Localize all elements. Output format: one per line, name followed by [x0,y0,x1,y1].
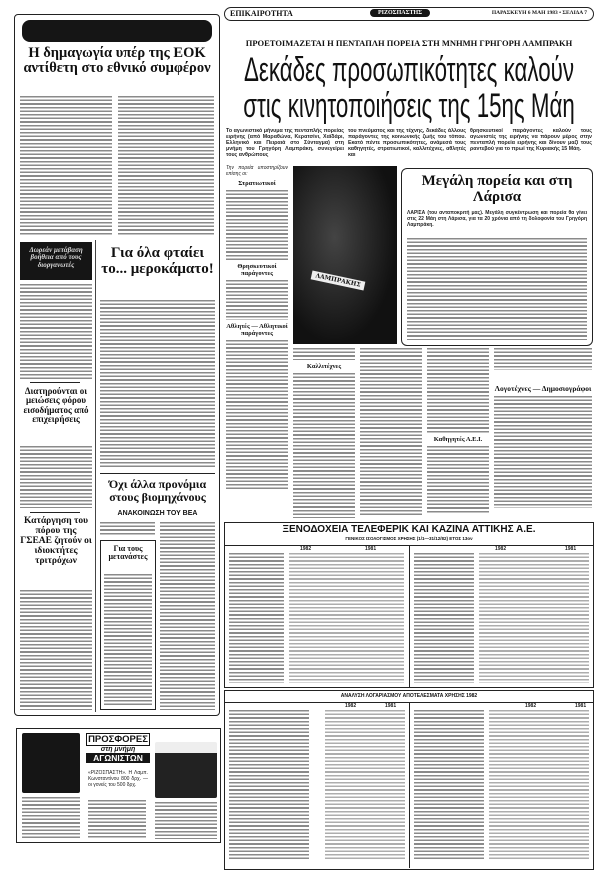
names-col-2: Καλλιτέχνες [293,348,355,518]
names-col-1: Την πορεία υποστηρίζουν επίσης οι: Στρατιωτικοί Θρησκευτικοί παράγοντες Αθλητές — Αθλητικοί παράγοντες [226,165,288,490]
photo-banner: ΛΑΜΠΡΑΚΗΣ [311,270,366,290]
left-narrow-text-1 [20,284,92,380]
balance-subtitle: ΓΕΝΙΚΟΣ ΙΣΟΛΟΓΙΣΜΟΣ ΧΡΗΣΗΣ (1/1—31/12/82) ΕΤΟΣ 13ον [345,535,473,541]
intro-col-1: Το αγωνιστικό μήνυμα της πενταπλής πορείας ειρήνης (από Μαραθώνα, Κερατσίνι, Χαϊδάρι, Ελληνικό και Πειραιά στο Σύνταγμα) στη μνήμη του Γρηγόρη Λαμπράκη, συνεγείρει τους ανθρώπους [226,128,344,158]
results-analysis-ad: ΑΝΑΛΥΣΗ ΛΟΓΑΡΙΑΣΜΟΥ ΑΠΟΤΕΛΕΣΜΑΤΑ ΧΡΗΣΗΣ 1982 1982 1981 1982 1981 [224,690,594,870]
offers-title: ΠΡΟΣΦΟΡΕΣ στη μνήμη ΑΓΩΝΙΣΤΩΝ [86,733,150,763]
left-narrow-text-2 [20,446,92,508]
intro-col-3: θρησκευτικοί παράγοντες καλούν τους αγωνιστές της ειρήνης να πάρουν μέρος στην πενταπλή πορεία ειρήνης και δίνουν μαζί τους ραντεβού για το πρωί της Κυριακής 15 Μάη. [470,128,592,152]
tax-article-headline: Διατηρούνται οι μειώσεις φόρου εισοδήματος από επιχειρήσεις [23,386,89,425]
vea-body-col2 [160,522,215,710]
left-body-col1 [20,96,112,235]
migrants-headline: Για τους μετανάστες [108,544,148,562]
portrait-photo-1 [22,733,80,793]
names-list [293,373,355,518]
offers-text: «ΡΙΖΟΣΠΑΣΤΗ». Η Λαμπ. Κωνσταντίνου 800 δρχ. — οι γονείς του 500 δρχ. [88,770,148,788]
free-transport-photo: Δωρεάν μετάβαση βοήθεια από τους διοργανωτές [20,242,92,280]
gsee-article-headline: Κατάργηση του πόρου της ΓΣΕΑΕ ζητούν οι ιδιοκτήτες τριτρόχων [20,516,92,566]
names-list [293,348,355,360]
names-list [494,348,592,370]
assets-values [289,553,404,683]
left-narrow-text-3 [20,590,92,710]
assets-labels [229,553,284,683]
main-kicker: ΠΡΟΕΤΟΙΜΑΖΕΤΑΙ Η ΠΕΝΤΑΠΛΗ ΠΟΡΕΙΑ ΣΤΗ ΜΝΗΜΗ ΓΡΗΓΟΡΗ ΛΑΜΠΡΑΚΗ [245,38,573,48]
wage-article-headline: Για όλα φταίει το... μεροκάματο! [101,245,214,277]
larisa-body [407,238,587,340]
portrait-photo-2 [155,742,217,798]
offers-text-2 [88,800,146,839]
liabilities-values [479,553,589,683]
names-col-3 [360,348,422,516]
names-list [226,340,288,490]
liabilities-labels [414,553,474,683]
balance-sheet-ad: ΞΕΝΟΔΟΧΕΙΑ ΤΕΛΕΦΕΡΙΚ ΚΑΙ ΚΑΖΙΝΑ ΑΤΤΙΚΗΣ Α.Ε. ΓΕΝΙΚΟΣ ΙΣΟΛΟΓΙΣΜΟΣ ΧΡΗΣΗΣ (1/1—31/12/82) ΕΤΟΣ 13ον 1982 1981 1982 1981 [224,522,594,688]
names-list [427,446,489,514]
income-values [489,710,589,860]
names-list [226,280,288,320]
vea-kicker: ΑΝΑΚΟΙΝΩΣΗ ΤΟΥ ΒΕΑ [117,510,198,517]
names-list [494,396,592,508]
left-banner-image [22,20,212,42]
main-headline-1: Δεκάδες προσωπικότητες καλούν [243,49,575,89]
masthead: ΡΙΖΟΣΠΑΣΤΗΣ [370,9,430,17]
date-page: ΠΑΡΑΣΚΕΥΗ 6 ΜΑΗ 1983 • ΣΕΛΙΔΑ 7 [491,10,587,16]
divider [30,512,80,513]
expenses-values [325,710,405,860]
vea-body-col1 [100,522,155,536]
page-header [224,7,594,21]
industrialists-headline: Όχι άλλα προνόμια στους βιομηχάνους [108,477,207,504]
section-label: ΕΠΙΚΑΙΡΟΤΗΤΑ [230,9,293,18]
income-labels [414,710,484,860]
offers-text-3 [155,802,217,839]
names-list [427,348,489,433]
results-title: ΑΝΑΛΥΣΗ ΛΟΓΑΡΙΑΣΜΟΥ ΑΠΟΤΕΛΕΣΜΑΤΑ ΧΡΗΣΗΣ 1982 [225,690,593,703]
divider [100,473,215,474]
main-headline-2: στις κινητοποιήσεις της 15ης Μάη [243,85,575,125]
balance-title: ΞΕΝΟΔΟΧΕΙΑ ΤΕΛΕΦΕΡΙΚ ΚΑΙ ΚΑΖΙΝΑ ΑΤΤΙΚΗΣ Α.Ε. [282,524,536,535]
column-divider [95,240,96,712]
migrants-body [104,574,152,706]
larisa-headline: Μεγάλη πορεία και στη Λάρισα [421,173,573,205]
divider [30,382,80,383]
intro-col-2: του πνεύματος και της τέχνης, δεκάδες άλλους παράγοντες της κοινωνικής ζωής του τόπου. Εκατό πέντε προσωπικότητες, ανάμεσά τους καθηγητές, στρατιωτικοί, καλλιτέχνες, αθλητές και [348,128,466,158]
lambrakis-march-photo [293,166,397,344]
names-list [226,190,288,260]
offers-text-1 [22,797,80,839]
larisa-lead: ΛΑΡΙΣΑ (του ανταποκριτή μας). Μεγάλη συγκέντρωση και πορεία θα γίνει στις 22 Μάη στη Λάρισα, για τα 20 χρόνια από τη δολοφονία του Γρηγόρη Λαμπράκη. [407,210,587,228]
left-body-col2 [118,96,214,235]
expenses-labels [229,710,309,860]
wage-article-body [100,300,215,468]
names-col-5: Λογοτέχνες — Δημοσιογράφοι [494,348,592,508]
names-col-4: Καθηγητές Α.Ε.Ι. [427,348,489,514]
left-headline: Η δημαγωγία υπέρ της ΕΟΚ αντίθετη στο εθνικό συμφέρον [17,46,217,76]
